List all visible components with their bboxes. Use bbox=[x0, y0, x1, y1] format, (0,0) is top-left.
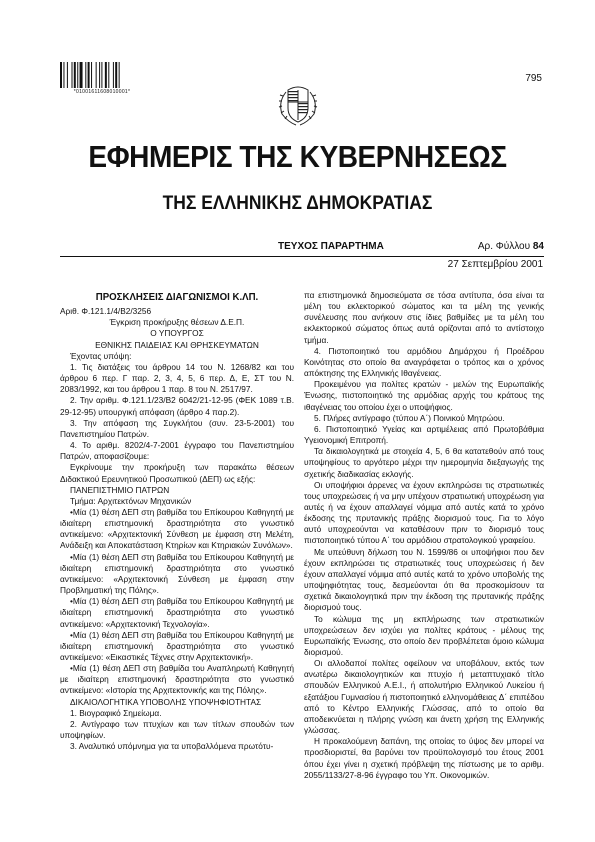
issue-label: ΤΕΥΧΟΣ ΠΑΡΑΡΤΗΜΑ bbox=[278, 241, 384, 252]
paragraph: πα επιστημονικά δημοσιεύματα σε τόσα αντίτυπα, όσα είναι τα μέλη του εκλεκτορικού σώματος και τα μέλη της γενικής συνέλευσης που ανήκουν στις ίδιες βαθμίδες με τα μέλη του εκλεκτορικού σώματος όπως αυτά ορίζονται από το αντίστοιχο τμήμα. bbox=[304, 290, 544, 345]
header-rule bbox=[60, 256, 544, 257]
paragraph: Η προκαλούμενη δαπάνη, της οποίας το ύψος δεν μπορεί να προσδιοριστεί, θα βαρύνει τον προϋπολογισμό του έτους 2001 όπου έχει γίνει η σχετική πρόβλεψη της πίστωσης με το αριθμ. 2055/1133/27-8-96 έγγραφο του Υπ. Οικονομικών. bbox=[304, 736, 544, 780]
paragraph: 4. Πιστοποιητικό του αρμόδιου Δημάρχου ή Προέδρου Κοινότητας στο οποίο θα αναγράφεται ο τρόπος και ο χρόνος απόκτησης της Ελληνικής Ιθαγένειας. bbox=[304, 345, 544, 379]
position-item: • Μία (1) θέση ΔΕΠ στη βαθμίδα του Επίκουρου Καθηγητή με ιδιαίτερη επιστημονική δραστηριότητα στο γνωστικό αντικείμενο: «Αρχιτεκτονική Σύνθεση με έμφαση στην Προβληματική της Πόλης». bbox=[60, 552, 294, 597]
barcode-bar bbox=[88, 62, 90, 88]
gazette-subtitle: ΤΗΣ ΕΛΛΗΝΙΚΗΣ ΔΗΜΟΚΡΑΤΙΑΣ bbox=[162, 193, 433, 214]
paragraph: 2. Την αριθμ. Φ.121.1/23/Β2 6042/21-12-95 (ΦΕΚ 1089 τ.Β. 29-12-95) υπουργική απόφαση (άρθρο 4 παρ.2). bbox=[60, 395, 294, 417]
barcode-bar bbox=[96, 62, 97, 88]
barcode-bar bbox=[105, 62, 107, 88]
decision-title: Έγκριση προκήρυξης θέσεων Δ.Ε.Π. bbox=[109, 317, 245, 328]
barcode-bar bbox=[119, 62, 120, 88]
paragraph: 2. Αντίγραφο των πτυχίων και των τίτλων σπουδών των υποψηφίων. bbox=[60, 718, 294, 741]
barcode-bar bbox=[63, 62, 64, 88]
greek-coat-of-arms-icon bbox=[274, 82, 322, 128]
barcode-bar bbox=[80, 62, 83, 88]
paragraph: Τα δικαιολογητικά με στοιχεία 4, 5, 6 θα κατατεθούν από τους υποψηφίους το αργότερο μέχρι την ημερομηνία διεξαγωγής της σχετικής διαδικασίας εκλογής. bbox=[304, 446, 544, 479]
barcode-bar bbox=[115, 62, 117, 88]
barcode-bar bbox=[99, 62, 100, 88]
left-column bbox=[60, 292, 294, 752]
sheet-number-value: 84 bbox=[532, 241, 544, 252]
page-number: 795 bbox=[525, 73, 542, 84]
sheet-label-text: Αρ. Φύλλου bbox=[477, 241, 531, 252]
university-name: ΠΑΝΕΠΙΣΤΗΜΙΟ ΠΑΤΡΩΝ bbox=[70, 484, 170, 495]
position-item: • Μία (1) θέση ΔΕΠ στη βαθμίδα του Επίκουρου Καθηγητή με ιδιαίτερη επιστημονική δραστηριότητα στο γνωστικό αντικείμενο: «Αρχιτεκτονική Τεχνολογία». bbox=[60, 596, 294, 629]
paragraph: 1. Βιογραφικό Σημείωμα. bbox=[70, 707, 162, 718]
position-item: • Μία (1) θέση ΔΕΠ στη βαθμίδα του Αναπληρωτή Καθηγητή με ιδιαίτερη επιστημονική δραστηριότητα στο γνωστικό αντικείμενο: «Ιστορία της Αρχιτεκτονικής και της Πόλης». bbox=[60, 663, 294, 696]
barcode-bar bbox=[72, 62, 73, 88]
decision-ref: Αριθ. Φ.121.1/4/Β2/3256 bbox=[60, 306, 152, 317]
barcode-bar bbox=[77, 62, 78, 88]
barcode-number: *01001611608010001* bbox=[73, 89, 131, 95]
issue-date: 27 Σεπτεμβρίου 2001 bbox=[447, 259, 543, 270]
paragraph: 3. Αναλυτικό υπόμνημα για τα υποβαλλόμενα πρωτότυ- bbox=[70, 741, 274, 752]
authority: Ο ΥΠΟΥΡΓΟΣ bbox=[150, 328, 204, 339]
paragraph: Με υπεύθυνη δήλωση του Ν. 1599/86 οι υποψήφιοι που δεν έχουν εκπληρώσει τις στρατιωτικές τους υποχρεώσεις ή δεν έχουν απαλλαγεί νόμιμα από αυτές κατά το χρόνο υποβολής της υποψηφιότητας τους, δεσμεύονται ότι θα προσκομίσουν τα σχετικά δικαιολογητικά πριν την έκδοση της πρυτανικής πράξης διορισμού τους. bbox=[304, 546, 544, 613]
position-item: • Μία (1) θέση ΔΕΠ στη βαθμίδα του Επίκουρου Καθηγητή με ιδιαίτερη επιστημονική δραστηριότητα στο γνωστικό αντικείμενο: «Αρχιτεκτονική Σύνθεση με έμφαση στη Μελέτη, Ανάδειξη και Αποκατάσταση Κτηρίων και Κτηριακών Συνόλων». bbox=[60, 507, 294, 552]
paragraph: 1. Τις διατάξεις του άρθρου 14 του Ν. 1268/82 και του άρθρου 6 περ. Γ παρ. 2, 3, 4, 5, 6 περ. Δ, Ε, ΣΤ του Ν. 2083/1992, και του άρθρου 1 παρ. 8 του Ν. 2517/97. bbox=[60, 361, 294, 395]
documents-heading: ΔΙΚΑΙΟΛΟΓΗΤΙΚΑ ΥΠΟΒΟΛΗΣ ΥΠΟΨΗΦΙΟΤΗΤΑΣ bbox=[70, 696, 262, 707]
barcode-bar bbox=[74, 62, 76, 88]
paragraph: Προκειμένου για πολίτες κρατών - μελών της Ευρωπαϊκής Ένωσης, πιστοποιητικό της αρμόδιας αρχής του κράτους της ιθαγένειας του οποίου έχει ο υποψήφιος. bbox=[304, 379, 544, 412]
paragraph: Οι υποψήφιοι άρρενες να έχουν εκπληρώσει τις στρατιωτικές τους υποχρεώσεις ή να μην υπέχουν στρατιωτική υποχρέωση για αυτές ή να έχουν απαλλαγεί νόμιμα από αυτές κατά το χρόνο έκδοσης της πρυτανικής πράξης διορισμού τους. Για το λόγο αυτό υποχρεούνται να καταθέσουν πριν το διορισμό τους πιστοποιητικό τύπου Α΄ του αρμόδιου στρατολογικού γραφείου. bbox=[304, 479, 544, 546]
issue-line bbox=[60, 241, 544, 255]
barcode-bar bbox=[108, 62, 109, 88]
barcode-bar bbox=[101, 62, 102, 88]
paragraph: 4. Το αριθμ. 8202/4-7-2001 έγγραφο του Πανεπιστημίου Πατρών, αποφασίζουμε: bbox=[60, 440, 294, 462]
gazette-title: ΕΦΗΜΕΡΙΣ ΤΗΣ ΚΥΒΕΡΝΗΣΕΩΣ bbox=[88, 140, 507, 174]
barcode-bar bbox=[67, 62, 68, 88]
paragraph: Εγκρίνουμε την προκήρυξη των παρακάτω θέσεων Διδακτικού Ερευνητικού Προσωπικού (ΔΕΠ) ως εξής: bbox=[60, 462, 294, 484]
barcode-bar bbox=[85, 62, 86, 88]
paragraph: 3. Την απόφαση της Συγκλήτου (συν. 23-5-2001) του Πανεπιστημίου Πατρών. bbox=[60, 417, 294, 439]
barcode-bar bbox=[60, 62, 62, 88]
barcode-bar bbox=[113, 62, 114, 88]
paragraph: 5. Πλήρες αντίγραφο (τύπου Α΄) Ποινικού Μητρώου. bbox=[314, 412, 505, 423]
department-name: Τμήμα: Αρχιτεκτόνων Μηχανικών bbox=[70, 495, 192, 506]
paragraph: 6. Πιστοποιητικό Υγείας και αρτιμέλειας από Πρωτοβάθμια Υγειονομική Επιτροπή. bbox=[304, 423, 544, 446]
barcode-bar bbox=[91, 62, 92, 88]
barcode bbox=[60, 62, 144, 88]
section-title: ΠΡΟΣΚΛΗΣΕΙΣ ΔΙΑΓΩΝΙΣΜΟΙ Κ.ΛΠ. bbox=[95, 291, 259, 303]
paragraph: Έχοντας υπόψη: bbox=[70, 350, 132, 361]
ministry: ΕΘΝΙΚΗΣ ΠΑΙΔΕΙΑΣ ΚΑΙ ΘΡΗΣΚΕΥΜΑΤΩΝ bbox=[95, 339, 259, 350]
paragraph: Οι αλλοδαποί πολίτες οφείλουν να υποβάλουν, εκτός των ανωτέρω δικαιολογητικών και πτυχίο ή μεταπτυχιακό τίτλο σπουδών Ελληνικού Α.Ε.Ι., ή απολυτήριο Ελληνικού Λυκείου ή εξατάξιου Γυμνασίου ή πιστοποιητικό ελληνομάθειας Δ΄ επιπέδου από το Κέντρο Ελληνικής Γλώσσας, από το οποίο θα αποδεικνύεται η πλήρης γνώση και άνετη χρήση της Ελληνικής γλώσσας. bbox=[304, 658, 544, 736]
sheet-number bbox=[478, 241, 544, 252]
position-item: • Μία (1) θέση ΔΕΠ στη βαθμίδα του Επίκουρου Καθηγητή με ιδιαίτερη επιστημονική δραστηριότητα στο γνωστικό αντικείμενο: «Εικαστικές Τέχνες στην Αρχιτεκτονική». bbox=[60, 630, 294, 663]
paragraph: Το κώλυμα της μη εκπλήρωσης των στρατιωτικών υποχρεώσεων δεν ισχύει για πολίτες κράτους - μέλους της Ευρωπαϊκής Ένωσης, στο οποίο δεν προβλέπεται όμοιο κώλυμα διορισμού. bbox=[304, 613, 544, 657]
right-column bbox=[304, 290, 544, 781]
